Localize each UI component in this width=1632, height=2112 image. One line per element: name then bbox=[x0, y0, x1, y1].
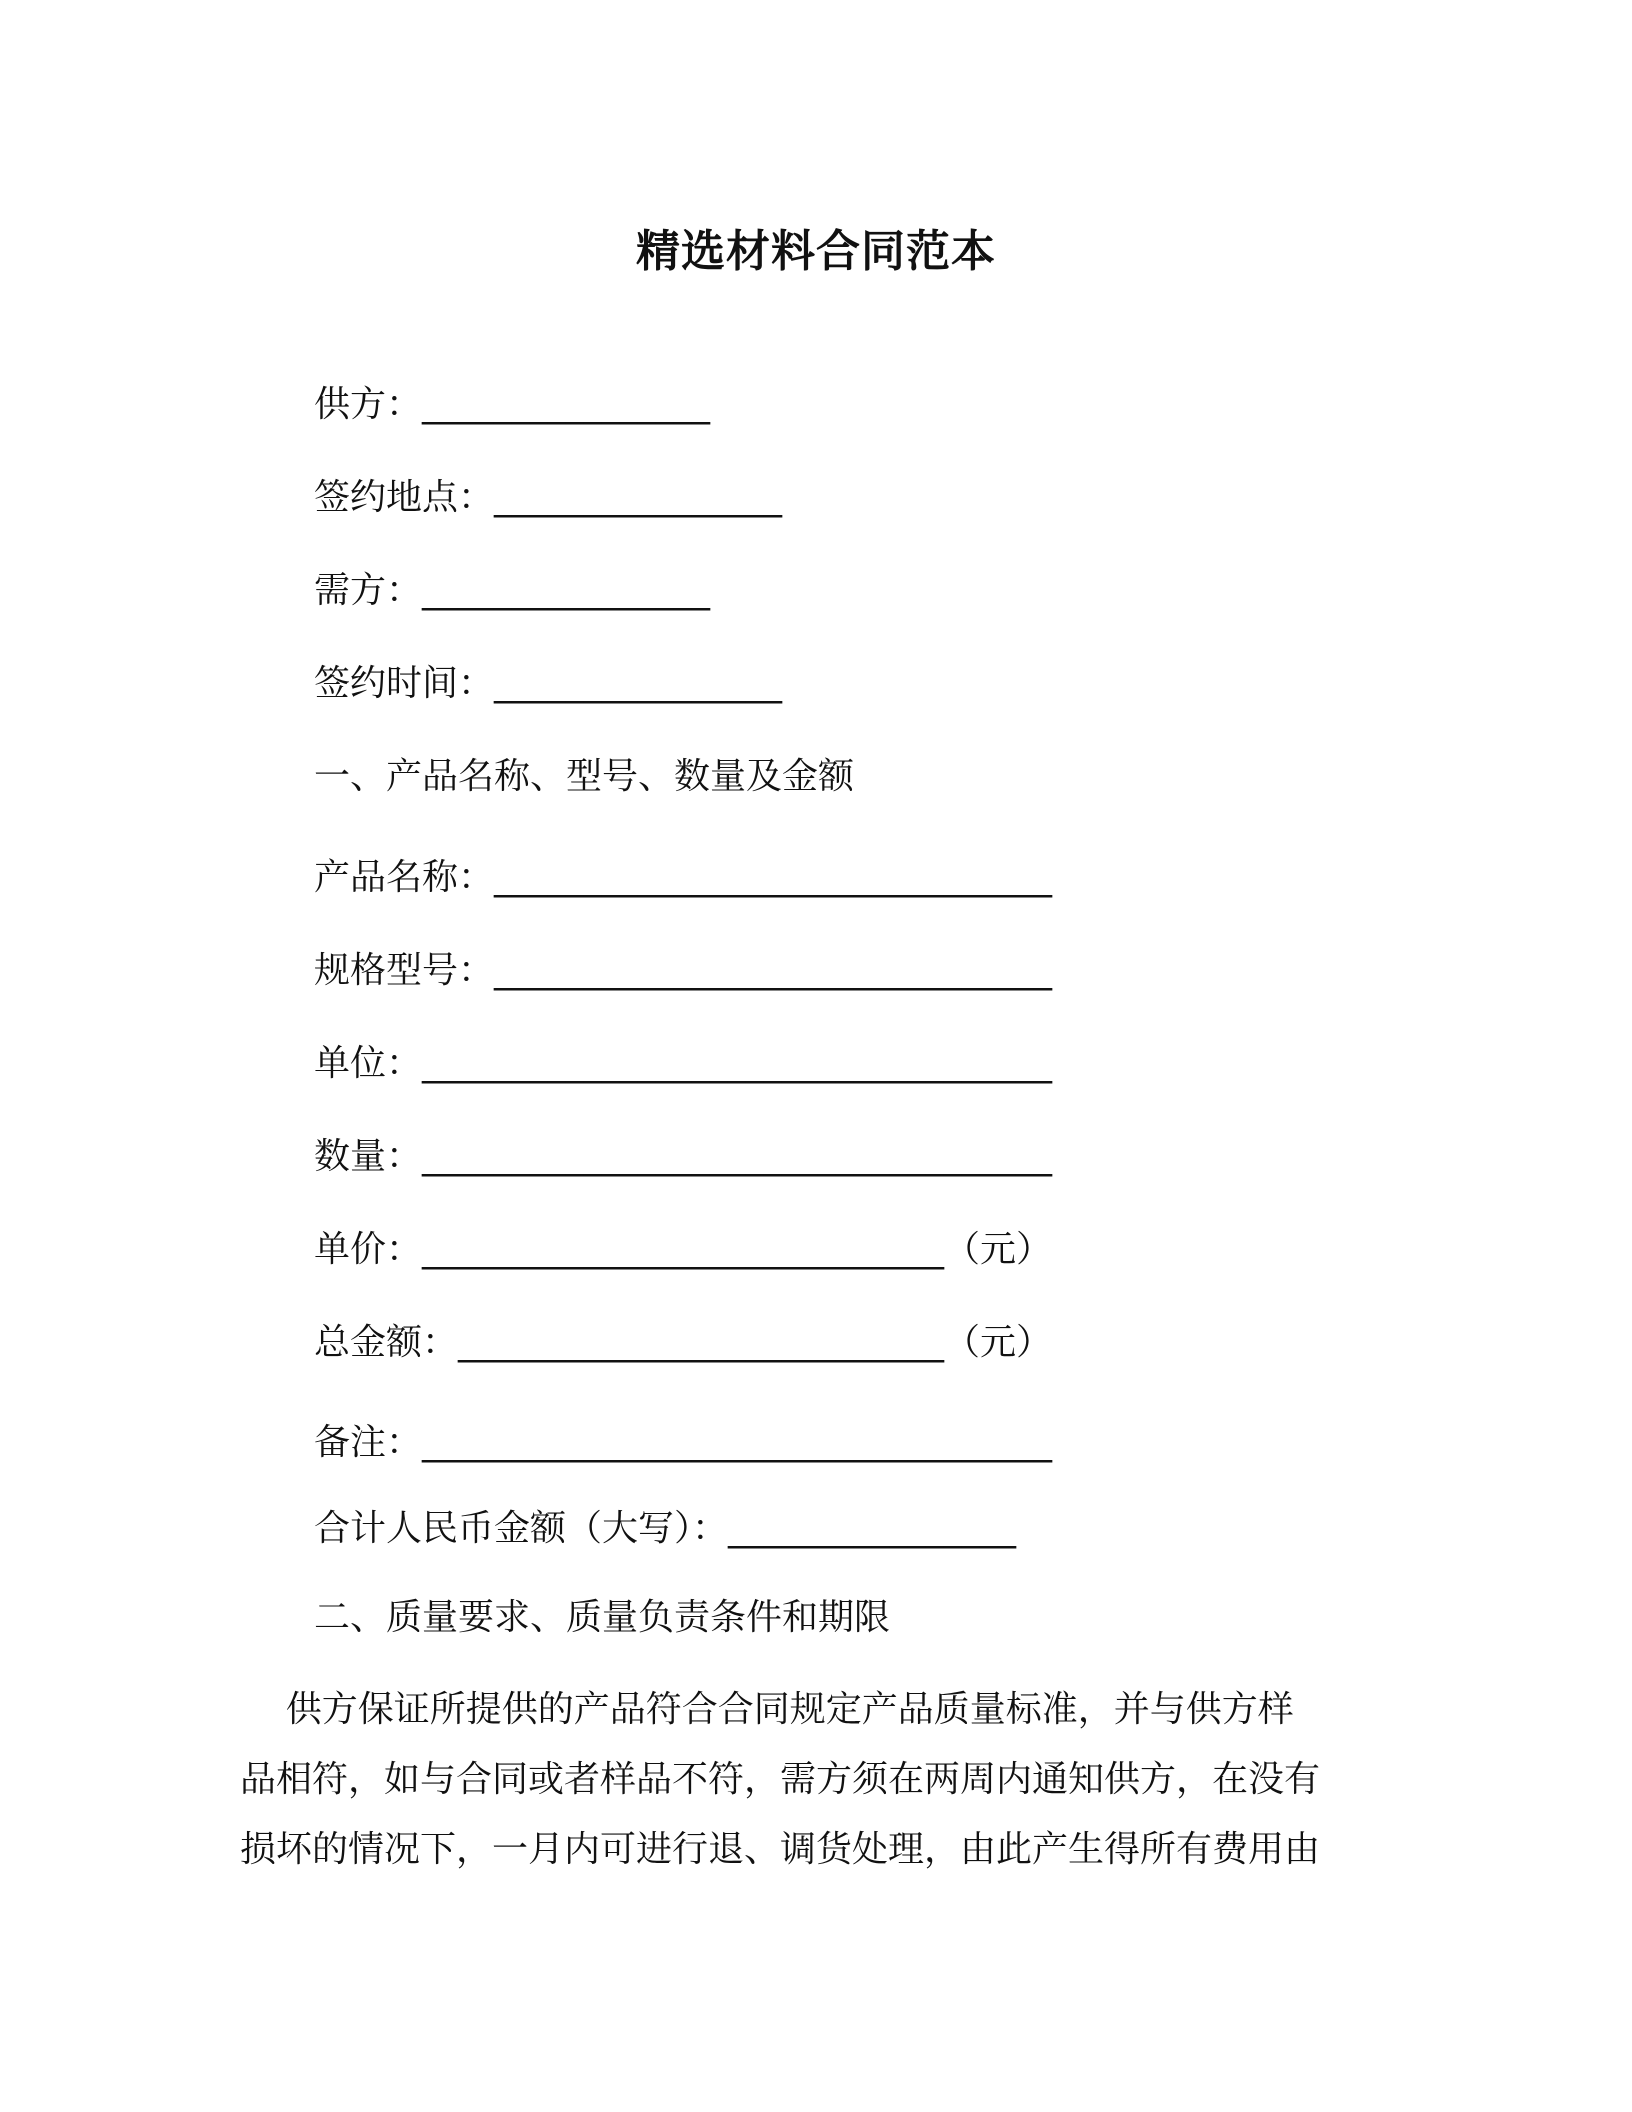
field-signing-place bbox=[314, 473, 782, 523]
field-label: 单价： bbox=[314, 1229, 423, 1270]
field-label: 需方： bbox=[314, 570, 423, 611]
field-buyer bbox=[314, 566, 710, 616]
field-unit-price bbox=[314, 1225, 1052, 1275]
field-blank[interactable]: _____________________________ bbox=[422, 1229, 945, 1270]
section-2-heading: 二、质量要求、质量负责条件和期限 bbox=[314, 1597, 891, 1638]
field-spec-model bbox=[314, 946, 1052, 996]
section-1-heading: 一、产品名称、型号、数量及金额 bbox=[314, 756, 855, 797]
field-label: 数量： bbox=[314, 1136, 423, 1177]
field-label: 签约时间： bbox=[314, 663, 495, 704]
field-blank[interactable]: ________________ bbox=[728, 1508, 1017, 1549]
field-blank[interactable]: _______________________________ bbox=[494, 950, 1053, 991]
field-suffix: （元） bbox=[944, 1229, 1053, 1270]
field-remarks bbox=[314, 1418, 1052, 1468]
field-blank[interactable]: ___________________________________ bbox=[422, 1136, 1053, 1177]
field-label: 供方： bbox=[314, 384, 423, 425]
field-blank[interactable]: ________________ bbox=[422, 384, 711, 425]
field-unit bbox=[314, 1039, 1052, 1089]
field-quantity bbox=[314, 1132, 1052, 1182]
field-blank[interactable]: ___________________________________ bbox=[422, 1043, 1053, 1084]
field-label: 单位： bbox=[314, 1043, 423, 1084]
field-label: 合计人民币金额（大写）： bbox=[314, 1508, 729, 1549]
paragraph-line: 供方保证所提供的产品符合合同规定产品质量标准，并与供方样 bbox=[240, 1689, 1294, 1730]
field-label: 备注： bbox=[314, 1422, 423, 1463]
field-blank[interactable]: ___________________________________ bbox=[422, 1422, 1053, 1463]
field-label: 产品名称： bbox=[314, 857, 495, 898]
field-blank[interactable]: ________________ bbox=[422, 570, 711, 611]
field-label: 总金额： bbox=[314, 1322, 459, 1363]
field-suffix: （元） bbox=[944, 1322, 1053, 1363]
field-blank[interactable]: ___________________________ bbox=[458, 1322, 945, 1363]
field-label: 签约地点： bbox=[314, 477, 495, 518]
field-blank[interactable]: ________________ bbox=[494, 477, 783, 518]
field-total-rmb-uppercase bbox=[314, 1504, 1016, 1554]
field-signing-time bbox=[314, 659, 782, 709]
field-blank[interactable]: _______________________________ bbox=[494, 857, 1053, 898]
field-product-name bbox=[314, 853, 1052, 903]
document-title: 精选材料合同范本 bbox=[636, 226, 996, 277]
paragraph-line: 品相符，如与合同或者样品不符，需方须在两周内通知供方，在没有 bbox=[240, 1759, 1321, 1800]
field-blank[interactable]: ________________ bbox=[494, 663, 783, 704]
field-label: 规格型号： bbox=[314, 950, 495, 991]
paragraph-line: 损坏的情况下，一月内可进行退、调货处理，由此产生得所有费用由 bbox=[240, 1829, 1321, 1870]
field-total-amount bbox=[314, 1318, 1052, 1368]
field-supplier bbox=[314, 380, 710, 430]
section-2-body bbox=[240, 1675, 1360, 1885]
